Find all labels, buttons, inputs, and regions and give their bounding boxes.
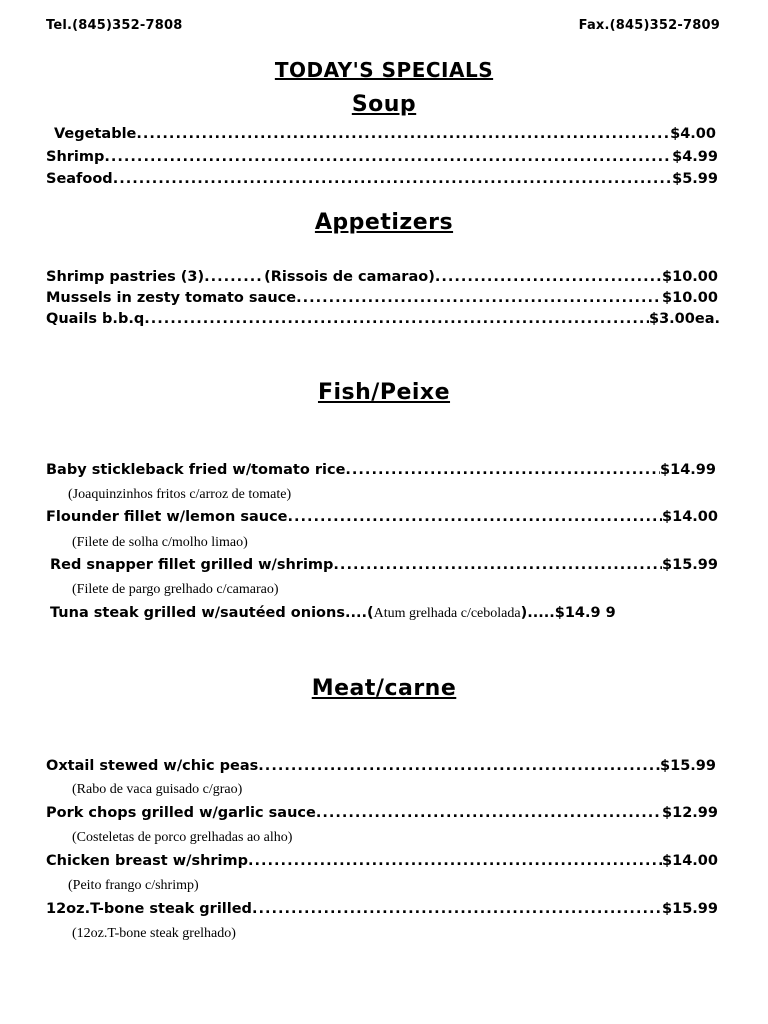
item-price: $4.99	[672, 149, 718, 165]
item-name: 12oz.T-bone steak grilled	[46, 901, 252, 917]
item-name: Oxtail stewed w/chic peas	[46, 758, 259, 774]
item-price: $4.00	[670, 126, 716, 142]
item-price: $12.99	[662, 805, 718, 821]
item-price: $10.00	[662, 290, 718, 306]
item-name: Baby stickleback fried w/tomato rice	[46, 462, 346, 478]
menu-item	[46, 149, 718, 165]
item-translation: (Rabo de vaca guisado c/grao)	[72, 782, 243, 797]
menu-item	[46, 171, 718, 187]
leader-dots	[204, 269, 264, 285]
item-translation: (Rissois de camarao)	[264, 269, 435, 285]
item-translation: (12oz.T-bone steak grelhado)	[72, 926, 236, 941]
item-translation: Atum grelhada c/cebolada	[373, 606, 521, 621]
leader-dots	[435, 269, 662, 285]
item-name: Tuna steak grilled w/sautéed onions....(	[50, 605, 374, 621]
page-title: TODAY'S SPECIALS	[274, 58, 494, 82]
menu-item	[46, 462, 716, 478]
menu-item	[46, 853, 718, 869]
leader-dots	[258, 758, 660, 774]
item-translation: (Joaquinzinhos fritos c/arroz de tomate)	[68, 487, 292, 502]
item-price: $3.00ea.	[649, 311, 720, 327]
soup-heading: Soup	[351, 92, 417, 117]
item-translation: (Costeletas de porco grelhadas ao alho)	[72, 830, 293, 845]
leader-dots	[316, 805, 662, 821]
leader-dots	[136, 126, 670, 142]
item-price: $14.9 9	[554, 605, 616, 621]
menu-item	[46, 290, 718, 306]
menu-item	[46, 269, 718, 285]
item-name: Chicken breast w/shrimp	[46, 853, 249, 869]
item-translation: (Filete de solha c/molho limao)	[72, 535, 248, 550]
leader-dots	[345, 462, 660, 478]
leader-dots	[333, 557, 662, 573]
item-name: Seafood	[46, 171, 113, 187]
menu-item	[50, 605, 718, 622]
item-name: Red snapper fillet grilled w/shrimp	[50, 557, 334, 573]
menu-item	[46, 509, 718, 525]
item-price: $14.99	[660, 462, 716, 478]
item-tail: ).....	[520, 605, 555, 621]
leader-dots	[144, 311, 649, 327]
menu-item	[46, 901, 718, 917]
fish-heading: Fish/Peixe	[317, 380, 451, 405]
item-price: $14.00	[662, 509, 718, 525]
menu-item	[46, 758, 716, 774]
item-name: Shrimp pastries (3)	[46, 269, 205, 285]
item-price: $15.99	[662, 901, 718, 917]
leader-dots	[252, 901, 662, 917]
menu-item	[54, 126, 716, 142]
phone-number: Tel.(845)352-7808	[46, 18, 183, 33]
item-name: Vegetable	[54, 126, 137, 142]
item-name: Shrimp	[46, 149, 105, 165]
leader-dots	[288, 509, 663, 525]
item-price: $14.00	[662, 853, 718, 869]
fax-number: Fax.(845)352-7809	[578, 18, 720, 33]
menu-item	[46, 805, 718, 821]
leader-dots	[296, 290, 662, 306]
menu-item	[50, 557, 718, 573]
leader-dots	[113, 171, 672, 187]
item-name: Pork chops grilled w/garlic sauce	[46, 805, 316, 821]
item-price: $5.99	[672, 171, 718, 187]
meat-heading: Meat/carne	[311, 676, 457, 701]
menu-item	[46, 311, 720, 327]
item-price: $15.99	[662, 557, 718, 573]
item-name: Flounder fillet w/lemon sauce	[46, 509, 288, 525]
item-translation: (Peito frango c/shrimp)	[68, 878, 199, 893]
leader-dots	[104, 149, 672, 165]
leader-dots	[248, 853, 662, 869]
item-name: Mussels in zesty tomato sauce	[46, 290, 297, 306]
item-name: Quails b.b.q	[46, 311, 145, 327]
item-translation: (Filete de pargo grelhado c/camarao)	[72, 582, 279, 597]
appetizers-heading: Appetizers	[314, 210, 454, 235]
item-price: $15.99	[660, 758, 716, 774]
item-price: $10.00	[662, 269, 718, 285]
